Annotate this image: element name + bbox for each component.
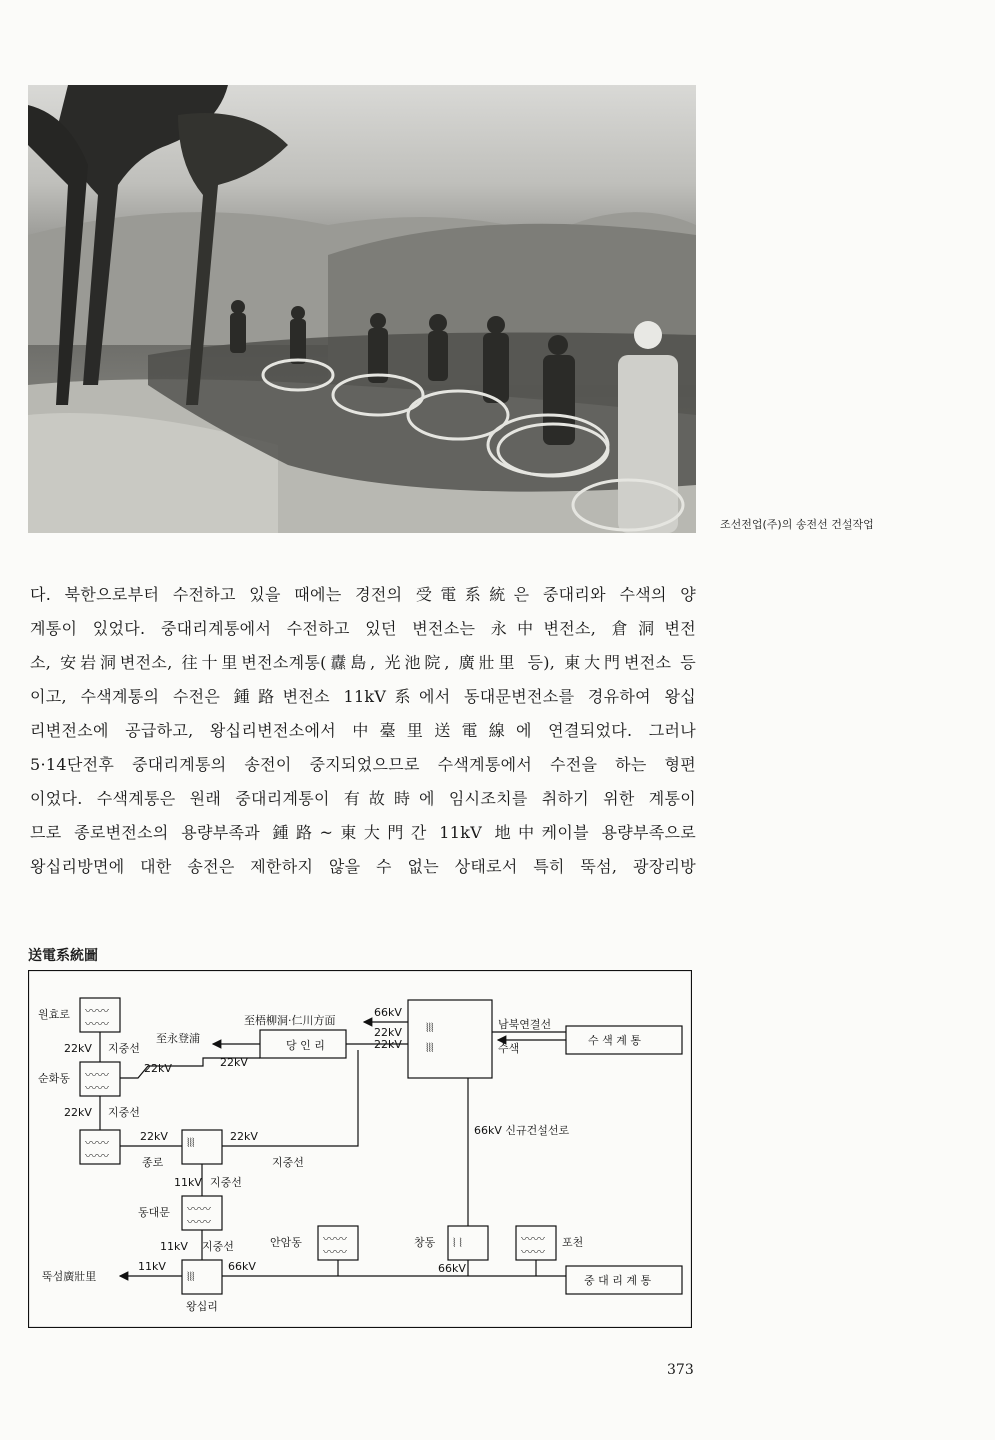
- svg-text:〰〰: 〰〰: [85, 1149, 110, 1163]
- svg-text:〰〰: 〰〰: [187, 1215, 212, 1229]
- label-new-line: 66kV 신규건설선로: [474, 1124, 570, 1137]
- svg-text:⦚⦚⦚: ⦚⦚⦚: [426, 1041, 434, 1055]
- svg-text:〰〰: 〰〰: [85, 1136, 110, 1150]
- text-line: 계통이 있었다. 중대리계통에서 수전하고 있던 변전소는 永中변전소, 倉洞변전: [30, 619, 696, 638]
- svg-text:⦚ ⦚: ⦚ ⦚: [453, 1236, 462, 1250]
- construction-photo: [28, 85, 696, 533]
- text-line: 다. 북한으로부터 수전하고 있을 때에는 경전의 受電系統은 중대리와 수색의 양: [30, 585, 696, 604]
- label-22kv-c: 22kV: [374, 1026, 402, 1039]
- susaek-substation: [408, 1000, 492, 1078]
- label-north-south: 남북연결선: [498, 1018, 552, 1031]
- svg-text:〰〰: 〰〰: [323, 1232, 348, 1246]
- svg-text:〰〰: 〰〰: [521, 1245, 546, 1259]
- text-line: 리변전소에 공급하고, 왕십리변전소에서 中臺里送電線에 연결되었다. 그러나: [30, 721, 696, 740]
- svg-text:〰〰: 〰〰: [85, 1004, 110, 1018]
- text-line: 므로 종로변전소의 용량부족과 鍾路~東大門간 11kV 地中케이블 용량부족으로: [30, 823, 696, 842]
- label-22kv-a: 22kV: [144, 1062, 172, 1075]
- label-underground-5: 지중선: [202, 1240, 234, 1253]
- label-22kv-e: 22kV: [230, 1130, 258, 1143]
- label-22kv-jr: 22kV: [140, 1130, 168, 1143]
- label-changdong: 창동: [414, 1236, 436, 1249]
- label-underground-2: 지중선: [108, 1106, 140, 1119]
- label-ttukseom: 뚝섬廣壯里: [42, 1270, 97, 1283]
- label-sunhwadong: 순화동: [38, 1072, 70, 1085]
- svg-text:⦚⦚⦚: ⦚⦚⦚: [426, 1021, 434, 1035]
- svg-text:〰〰: 〰〰: [85, 1081, 110, 1095]
- body-text: [30, 578, 696, 884]
- label-baeryu: 至梧柳洞·仁川方面: [244, 1014, 336, 1027]
- svg-text:⦚⦚⦚: ⦚⦚⦚: [187, 1136, 195, 1150]
- text-line: 소, 安岩洞변전소, 往十里변전소계통(纛島, 光池院, 廣壯里 등), 東大門변전소 등: [30, 653, 696, 672]
- text-line: 이었다. 수색계통은 원래 중대리계통이 有故時에 임시조치를 취하기 위한 계통이: [30, 789, 696, 808]
- power-system-diagram: [28, 970, 692, 1328]
- label-anamdong: 안암동: [270, 1236, 302, 1249]
- text-line: 이고, 수색계통의 수전은 鍾路변전소 11kV系에서 동대문변전소를 경유하여 왕십: [30, 687, 696, 706]
- label-underground-4: 지중선: [210, 1176, 242, 1189]
- label-22kv-b: 22kV: [220, 1056, 248, 1069]
- label-11kv-a: 11kV: [174, 1176, 202, 1189]
- svg-text:〰〰: 〰〰: [85, 1068, 110, 1082]
- label-wonhyoro: 원효로: [38, 1008, 70, 1021]
- label-22kv-sh: 22kV: [64, 1106, 92, 1119]
- photo-caption: 조선전업(주)의 송전선 건설작업: [720, 518, 874, 531]
- text-line: 왕십리방면에 대한 송전은 제한하지 않을 수 없는 상태로서 특히 뚝섬, 광장리방: [30, 857, 696, 876]
- label-underground-1: 지중선: [108, 1042, 140, 1055]
- photo-illustration: [28, 85, 696, 533]
- label-susaek-system: 수 색 계 통: [588, 1034, 641, 1047]
- page-number: 373: [667, 1362, 694, 1378]
- label-66kv-a: 66kV: [374, 1006, 402, 1019]
- diagram-svg: [28, 970, 692, 1328]
- label-66kv-w: 66kV: [228, 1260, 256, 1273]
- svg-text:〰〰: 〰〰: [323, 1245, 348, 1259]
- label-susaek: 수색: [498, 1042, 520, 1055]
- svg-text:〰〰: 〰〰: [85, 1017, 110, 1031]
- label-66kv-c: 66kV: [438, 1262, 466, 1275]
- label-11kv-b: 11kV: [160, 1240, 188, 1253]
- label-22kv-d: 22kV: [374, 1038, 402, 1051]
- label-22kv-wh: 22kV: [64, 1042, 92, 1055]
- label-jongro: 종로: [142, 1156, 164, 1169]
- label-jungdaeri: 중 대 리 계 통: [584, 1274, 652, 1287]
- svg-text:〰〰: 〰〰: [521, 1232, 546, 1246]
- text-line: 5·14단전후 중대리계통의 송전이 중지되었으므로 수색계통에서 수전을 하는 형편: [30, 755, 696, 774]
- svg-text:〰〰: 〰〰: [187, 1202, 212, 1216]
- label-danginri: 당 인 리: [286, 1039, 325, 1052]
- label-underground-3: 지중선: [272, 1156, 304, 1169]
- diagram-title: 送電系統圖: [28, 948, 98, 964]
- label-wangsimni: 왕십리: [186, 1300, 218, 1313]
- label-11kv-c: 11kV: [138, 1260, 166, 1273]
- label-pocheon: 포천: [562, 1236, 584, 1249]
- label-dongdaemun: 동대문: [138, 1206, 170, 1219]
- label-jiyeongdeungpo: 至永登浦: [156, 1032, 200, 1045]
- svg-text:⦚⦚⦚: ⦚⦚⦚: [187, 1270, 195, 1284]
